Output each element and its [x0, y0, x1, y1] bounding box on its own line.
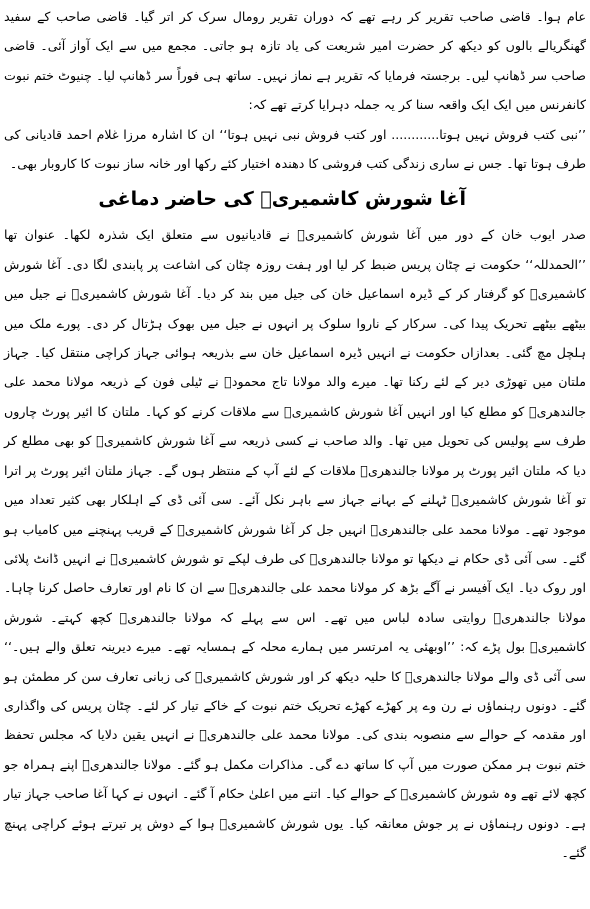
section-heading: آغا شورش کاشمیریؒ کی حاضر دماغی — [98, 188, 466, 211]
document-page — [4, 0, 586, 909]
body-paragraph: صدر ایوب خان کے دور میں آغا شورش کاشمیریؒ نے قادیانیوں سے متعلق ایک شذرہ لکھا۔ عنوان تھا ’’الحمدللہ‘‘ حکومت نے چٹان پریس ضبط کر لیا اور ہفت روزہ چٹان کی اشاعت پر پابندی لگا دی۔ آغا شورش کاشمیریؒ کو گرفتار کر کے ڈیرہ اسماعیل خان کی جیل میں بند کر دیا۔ آغا شورش کاشمیریؒ نے جیل میں بیٹھے بیٹھے تحریک پیدا کی۔ سرکار کے ناروا سلوک پر انہوں نے جیل میں بھوک ہڑتال کر دی۔ پورے ملک میں ہلچل مچ گئی۔ بعدازاں حکومت نے انہیں ڈیرہ اسماعیل خان سے بذریعہ ہوائی جہاز کراچی منتقل کیا۔ جہاز ملتان میں تھوڑی دیر کے لئے رکنا تھا۔ میرے والد مولانا تاج محمودؒ نے ٹیلی فون کے ذریعہ مولانا محمد علی جالندھریؒ کو مطلع کیا اور انہیں آغا شورش کاشمیریؒ سے ملاقات کرنے کو کہا۔ ملتان کا ائیر پورٹ چاروں طرف سے پولیس کی تحویل میں تھا۔ والد صاحب نے کسی ذریعہ سے آغا شورش کاشمیریؒ کو بھی مطلع کر دیا کہ ملتان ائیر پورٹ پر مولانا جالندھریؒ ملاقات کے لئے آپ کے منتظر ہوں گے۔ جہاز ملتان ائیر پورٹ پر اترا تو آغا شورش کاشمیریؒ ٹہلنے کے بہانے جہاز سے باہر نکل آئے۔ سی آئی ڈی کے اہلکار بھی کثیر تعداد میں موجود تھے۔ مولانا محمد علی جالندھریؒ انہیں جل کر آغا شورش کاشمیریؒ کے قریب پہنچنے میں کامیاب ہو گئے۔ سی آئی ڈی حکام نے دیکھا تو مولانا جالندھریؒ کی طرف لپکے تو شورش کاشمیریؒ نے انہیں ڈانٹ پلائی اور روک دیا۔ ایک آفیسر نے آگے بڑھ کر مولانا محمد علی جالندھریؒ سے ان کا نام اور تعارف حاصل کرنا چاہا۔ مولانا جالندھریؒ روایتی سادہ لباس میں تھے۔ اس سے پہلے کہ مولانا جالندھریؒ کچھ کہتے۔ شورش کاشمیریؒ بول پڑے کہ: ’’اوبھئی یہ امرتسر میں ہمارے محلہ کے ہمسایہ تھے۔ میرے دیرینہ تعلق والے ہیں۔‘‘ سی آئی ڈی والے مولانا جالندھریؒ کا حلیہ دیکھ کر اور شورش کاشمیریؒ کی زبانی تعارف سن کر مطمئن ہو گئے۔ دونوں رہنماؤں نے رن وے پر کھڑے کھڑے تحریک ختم نبوت کے خاکے تیار کر لئے۔ چٹان پریس کی واگذاری اور مقدمہ کے حوالے سے منصوبہ بندی کی۔ مولانا محمد علی جالندھریؒ نے انہیں یقین دلایا کہ مجلس تحفظ ختم نبوت ہر ممکن صورت میں آپ کا ساتھ دے گی۔ مذاکرات مکمل ہو گئے۔ مولانا جالندھریؒ اپنے ہمراہ جو کچھ لائے تھے وہ شورش کاشمیریؒ کے حوالے کیا۔ اتنے میں اعلیٰ حکام آ گئے۔ انہوں نے کہا آغا صاحب جہاز تیار ہے۔ دونوں رہنماؤں نے پر جوش معانقہ کیا۔ یوں شورش کاشمیریؒ ہوا کے دوش پر تیرتے ہوئے کراچی پہنچ گئے۔ — [4, 227, 586, 860]
intro-paragraph: عام ہوا۔ قاضی صاحب تقریر کر رہے تھے کہ دوران تقریر رومال سرک کر اتر گیا۔ قاضی صاحب کے سفید گھنگریالے بالوں کو دیکھ کر حضرت امیر شریعت کی یاد تازہ ہو جاتی۔ مجمع میں سے ایک آواز آئی۔ قاضی صاحب سر ڈھانپ لیں۔ برجستہ فرمایا کہ تقریر ہے نماز نہیں۔ ساتھ ہی فوراً سر ڈھانپ لیا۔ چنیوٹ ختم نبوت کانفرنس میں ایک ایک واقعہ سنا کر یہ جملہ دہرایا کرتے تھے کہ: — [4, 9, 586, 113]
quote-paragraph: ’’نبی کتب فروش نہیں ہوتا............ اور کتب فروش نبی نہیں ہوتا‘‘ ان کا اشارہ مرزا غلام احمد قادیانی کی طرف ہوتا تھا۔ جس نے ساری زندگی کتب فروشی کا دھندہ اختیار کئے رکھا اور خانہ ساز نبوت کا کاروبار بھی۔ — [4, 126, 586, 172]
